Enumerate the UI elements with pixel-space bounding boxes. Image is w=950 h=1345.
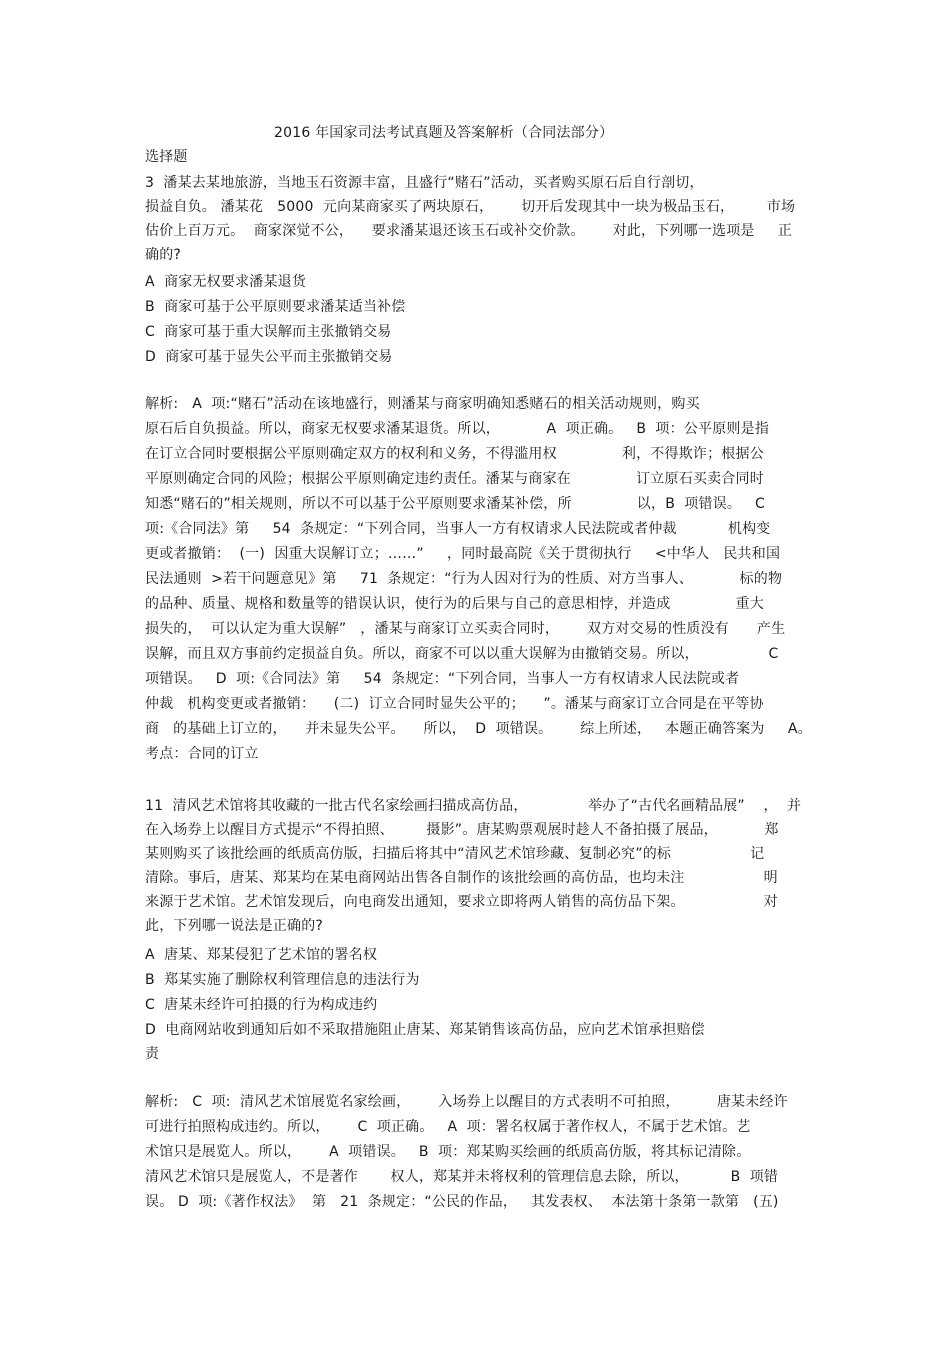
q3-analysis-line: 解析: A 项:“赌石”活动在该地盛行，则潘某与商家明确知悉赌石的相关活动规则，购买 — [145, 396, 700, 412]
q3-analysis-line: 仲裁 机构变更或者撤销： (二) 订立合同时显失公平的； ”。潘某与商家订立合同是在平等协 — [145, 696, 764, 712]
q11-option-c: C 唐某未经许可拍摄的行为构成违约 — [145, 997, 378, 1013]
q3-analysis-line: 项错误。 D 项:《合同法》第 54 条规定：“下列合同，当事人一方有权请求人民法院或者 — [145, 671, 740, 687]
q3-analysis-line: 误解，而且双方事前约定损益自负。所以，商家不可以以重大误解为由撤销交易。所以， C — [145, 646, 779, 662]
q11-option-d: D 电商网站收到通知后如不采取措施阻止唐某、郑某销售该高仿品，应向艺术馆承担赔偿 — [145, 1022, 705, 1038]
q3-analysis-line: 知悉“赌石的”相关规则，所以不可以基于公平原则要求潘某补偿，所 以，B 项错误。 C — [145, 496, 766, 512]
q11-option-a: A 唐某、郑某侵犯了艺术馆的署名权 — [145, 947, 378, 963]
q11-stem-line: 11 清风艺术馆将其收藏的一批古代名家绘画扫描成高仿品， 举办了“古代名画精品展” ， 并 — [145, 798, 802, 814]
q3-analysis-line: 平原则确定合同的风险；根据公平原则确定违约责任。潘某与商家在 订立原石买卖合同时 — [145, 471, 764, 487]
q3-stem-line: 3 潘某去某地旅游，当地玉石资源丰富，且盛行“赌石”活动，买者购买原石后自行剖切， — [145, 175, 704, 191]
q11-stem-line: 某则购买了该批绘画的纸质高仿版，扫描后将其中“清风艺术馆珍藏、复制必究”的标 记 — [145, 846, 765, 862]
q11-option-d-continued: 责 — [145, 1046, 160, 1062]
q3-option-b: B 商家可基于公平原则要求潘某适当补偿 — [145, 299, 406, 315]
q3-stem-line: 损益自负。 潘某花 5000 元向某商家买了两块原石， 切开后发现其中一块为极品玉石， 市场 — [145, 199, 796, 215]
q3-analysis-line: 在订立合同时要根据公平原则确定双方的权利和义务，不得滥用权 利，不得欺诈；根据公 — [145, 446, 764, 462]
q3-analysis-line: 损失的， 可以认定为重大误解” ，潘某与商家订立买卖合同时， 双方对交易的性质没有 产生 — [145, 621, 786, 637]
q3-stem-line: 估价上百万元。 商家深觉不公， 要求潘某退还该玉石或补交价款。 对此，下列哪一选项是 正 — [145, 223, 793, 239]
q11-analysis-line: 可进行拍照构成违约。所以， C 项正确。 A 项：署名权属于著作权人，不属于艺术馆。艺 — [145, 1119, 751, 1135]
q11-stem-line: 此，下列哪一说法是正确的? — [145, 918, 324, 934]
q11-stem-line: 清除。事后，唐某、郑某均在某电商网站出售各自制作的该批绘画的高仿品，也均未注 明 — [145, 870, 778, 886]
section-heading: 选择题 — [145, 149, 188, 165]
q3-analysis-line: 民法通则 >若干问题意见》第 71 条规定：“行为人因对行为的性质、对方当事人、 标的物 — [145, 571, 783, 587]
q11-analysis-line: 术馆只是展览人。所以， A 项错误。 B 项：郑某购买绘画的纸质高仿版，将其标记清除。 — [145, 1144, 751, 1160]
q3-analysis-line: 更或者撤销： (一) 因重大误解订立；……” ，同时最高院《关于贯彻执行 <中华人 民共和国 — [145, 546, 781, 562]
q11-analysis-line: 清风艺术馆只是展览人，不是著作 权人，郑某并未将权利的管理信息去除，所以， B 项错 — [145, 1169, 779, 1185]
q11-stem-line: 在入场券上以醒目方式提示“不得拍照、 摄影”。唐某购票观展时趁人不备拍摄了展品， 郑 — [145, 822, 779, 838]
q3-analysis-line: 的品种、质量、规格和数量等的错误认识，使行为的后果与自己的意思相悖，并造成 重大 — [145, 596, 764, 612]
q3-option-a: A 商家无权要求潘某退货 — [145, 274, 307, 290]
q3-knowledge-point: 考点：合同的订立 — [145, 746, 259, 762]
q3-option-d: D 商家可基于显失公平而主张撤销交易 — [145, 349, 393, 365]
q11-stem-line: 来源于艺术馆。艺术馆发现后，向电商发出通知，要求立即将两人销售的高仿品下架。 对 — [145, 894, 778, 910]
q3-analysis-line: 项:《合同法》第 54 条规定：“下列合同，当事人一方有权请求人民法院或者仲裁 机构变 — [145, 521, 771, 537]
q3-analysis-line: 商 的基础上订立的， 并未显失公平。 所以， D 项错误。 综上所述， 本题正确答案为 A。 — [145, 721, 812, 737]
q11-analysis-line: 解析: C 项: 清风艺术馆展览名家绘画， 入场券上以醒目的方式表明不可拍照， 唐某未经许 — [145, 1094, 788, 1110]
q3-stem-line: 确的? — [145, 247, 182, 263]
q3-option-c: C 商家可基于重大误解而主张撤销交易 — [145, 324, 392, 340]
q3-analysis-line: 原石后自负损益。所以，商家无权要求潘某退货。所以， A 项正确。 B 项：公平原则是指 — [145, 421, 770, 437]
q11-analysis-line: 误。 D 项:《著作权法》 第 21 条规定：“公民的作品， 其发表权、 本法第十条第一款第 (五) — [145, 1194, 779, 1210]
q11-option-b: B 郑某实施了删除权利管理信息的违法行为 — [145, 972, 420, 988]
document-title: 2016 年国家司法考试真题及答案解析（合同法部分） — [274, 125, 614, 141]
